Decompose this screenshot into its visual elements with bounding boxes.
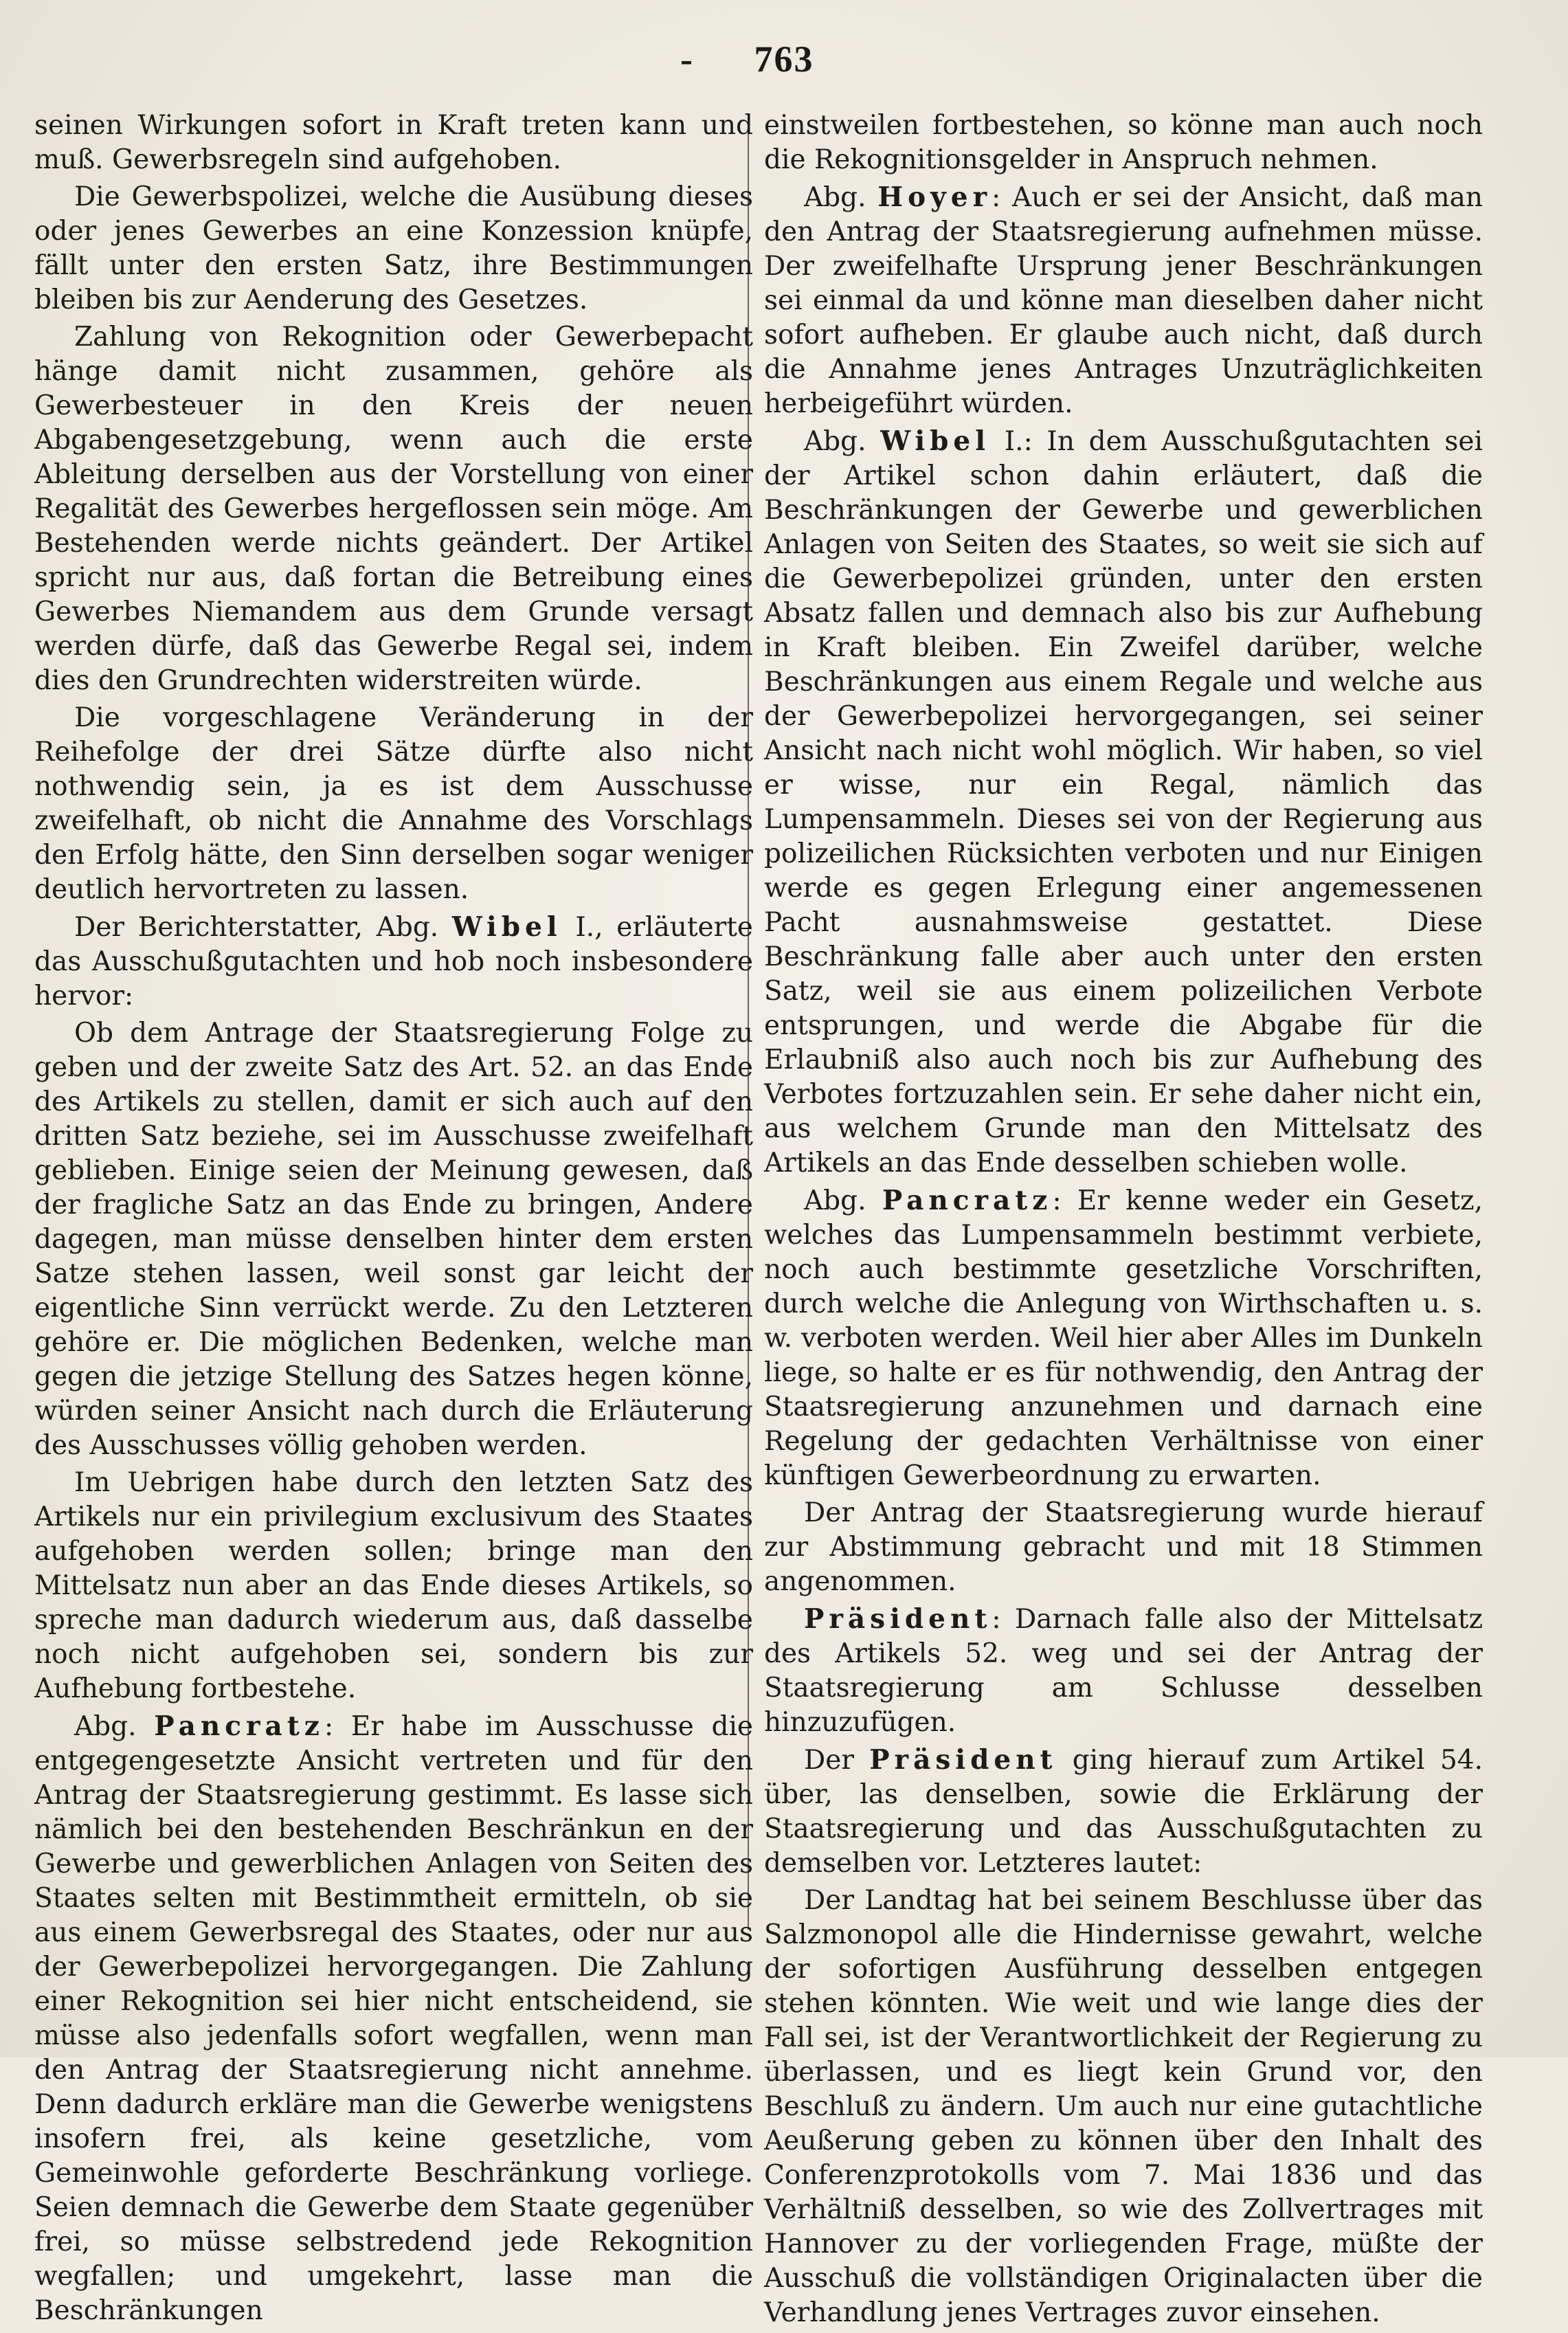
paragraph xyxy=(34,1709,753,2328)
paragraph: Der Landtag hat bei seinem Beschlusse über das Salzmonopol alle die Hindernisse gewahrt, welche der sofortigen Ausführung desselben entgegen stehen könnten. Wie weit und wie lange dies der Fall sei, ist der Verantwortlichkeit der Regierung zu überlassen, und es liegt kein Grund vor, den Beschluß zu ändern. Um auch nur eine gutachtliche Aeußerung geben zu können über den Inhalt des Conferenzprotokolls vom 7. Mai 1836 und das Verhältniß desselben, so wie des Zollvertrages mit Hannover zu der vorliegenden Frage, müßte der Ausschuß die vollständigen Originalacten über die Verhandlung jenes Vertrages zuvor einsehen. xyxy=(764,1885,1483,2328)
speaker-name: Hoyer xyxy=(877,181,992,213)
paragraph xyxy=(764,1602,1483,1740)
text: : Darnach falle also der Mittelsatz des Artikels 52. weg und sei der Antrag der Staatsregierung am Schlusse desselben hinzuzufügen. xyxy=(764,1604,1483,1738)
speaker-name: Präsident xyxy=(869,1744,1057,1776)
text: Abg. xyxy=(804,1185,866,1216)
text: : Er kenne weder ein Gesetz, welches das Lumpensammeln bestimmt verbiete, noch auch bestimmte gesetzliche Vorschriften, durch welche die Anlegung von Wirthschaften u. s. w. verboten werden. Weil hier aber Alles im Dunkeln liege, so halte er es für nothwendig, den Antrag der Staatsregierung anzunehmen und darnach eine Regelung der gedachten Verhältnisse von einer künftigen Gewerbeordnung zu erwarten. xyxy=(764,1185,1483,1491)
speaker-name: Pancratz xyxy=(882,1185,1053,1216)
paragraph xyxy=(764,424,1483,1181)
text: : Er habe im Ausschusse die entgegengesetzte Ansicht vertreten und für den Antrag der Staatsregierung gestimmt. Es lasse sich nämlich bei den bestehenden Beschränkun en der Gewerbe und gewerblichen Anlagen von Seiten des Staates selten mit Bestimmtheit ermitteln, ob sie aus einem Gewerbsregal des Staates, oder nur aus der Gewerbepolizei hervorgegangen. Die Zahlung einer Rekognition sei hier nicht entscheidend, sie müsse also jedenfalls sofort wegfallen, wenn man den Antrag der Staatsregierung nicht annehme. Denn dadurch erkläre man die Gewerbe wenigstens insofern frei, als keine gesetzliche, vom Gemeinwohle geforderte Beschränkung vorliege. Seien demnach die Gewerbe dem Staate gegenüber frei, so müsse selbstredend jede Rekognition wegfallen; und umgekehrt, lasse man die Beschränkungen xyxy=(34,1711,753,2326)
paragraph: einstweilen fortbestehen, so könne man auch noch die Rekognitionsgelder in Anspruch nehmen. xyxy=(764,110,1483,175)
paragraph xyxy=(764,1183,1483,1493)
text: Abg. xyxy=(804,426,866,457)
speaker-name: Pancratz xyxy=(154,1710,324,1742)
paragraph: Ob dem Antrage der Staatsregierung Folge zu geben und der zweite Satz des Art. 52. an das Ende des Artikels zu stellen, damit er sich auch auf den dritten Satz beziehe, sei im Ausschusse zweifelhaft geblieben. Einige seien der Meinung gewesen, daß der fragliche Satz an das Ende zu bringen, Andere dagegen, man müsse denselben hinter dem ersten Satze stehen lassen, weil sonst gar leicht der eigentliche Sinn verrückt werde. Zu den Letzteren gehöre er. Die möglichen Bedenken, welche man gegen die jetzige Stellung des Satzes hegen könne, würden seiner Ansicht nach durch die Erläuterung des Ausschusses völlig gehoben werden. xyxy=(34,1018,753,1461)
paragraph xyxy=(764,1743,1483,1881)
text: Der xyxy=(804,1745,854,1776)
paragraph: Zahlung von Rekognition oder Gewerbepacht hänge damit nicht zusammen, gehöre als Gewerbesteuer in den Kreis der neuen Abgabengesetzgebung, wenn auch die erste Ableitung derselben aus der Vorstellung von einer Regalität des Gewerbes hergeflossen sein möge. Am Bestehenden werde nichts geändert. Der Artikel spricht nur aus, daß fortan die Betreibung eines Gewerbes Niemandem aus dem Grunde versagt werden dürfe, daß das Gewerbe Regal sei, indem dies den Grundrechten widerstreiten würde. xyxy=(34,322,753,696)
paragraph xyxy=(34,910,753,1014)
paragraph: Im Uebrigen habe durch den letzten Satz des Artikels nur ein privilegium exclusivum des Staates aufgehoben werden sollen; bringe man den Mittelsatz nun aber an das Ende dieses Artikels, so spreche man dadurch wiederum aus, daß dasselbe noch nicht aufgehoben sei, sondern bis zur Aufhebung fortbestehe. xyxy=(34,1467,753,1704)
page-number xyxy=(0,38,1568,80)
page-number-dash: - xyxy=(680,38,694,80)
paragraph xyxy=(764,180,1483,421)
speaker-name: Präsident xyxy=(804,1603,992,1635)
text: Der Berichterstatter, Abg. xyxy=(74,912,439,943)
text: I., erläuterte das Ausschußgutachten und hob noch insbesondere hervor: xyxy=(34,912,753,1012)
speaker-name: Wibel xyxy=(880,425,991,457)
right-column xyxy=(764,109,1483,2333)
text: I.: In dem Ausschußgutachten sei der Artikel schon dahin erläutert, daß die Beschränkungen der Gewerbe und gewerblichen Anlagen von Seiten des Staates, so weit sie sich auf die Gewerbepolizei gründen, unter den ersten Absatz fallen und demnach also bis zur Aufhebung in Kraft bleiben. Ein Zweifel darüber, welche Beschränkungen aus einem Regale und welche aus der Gewerbepolizei hervorgegangen, sei seiner Ansicht nach nicht wohl möglich. Wir haben, so viel er wisse, nur ein Regal, nämlich das Lumpensammeln. Dieses sei von der Regierung aus polizeilichen Rücksichten verboten und nur Einigen werde es gegen Erlegung einer angemessenen Pacht ausnahmsweise gestattet. Diese Beschränkung falle aber auch unter den ersten Satz, weil sie aus einem polizeilichen Verbote entsprungen, und werde die Abgabe für die Erlaubniß also auch noch bis zur Aufhebung des Verbotes fortzuzahlen sein. Er sehe daher nicht ein, aus welchem Grunde man den Mittelsatz des Artikels an das Ende desselben schieben wolle. xyxy=(764,426,1483,1179)
paragraph: seinen Wirkungen sofort in Kraft treten kann und muß. Gewerbsregeln sind aufgehoben. xyxy=(34,110,753,175)
text: ging hierauf zum Artikel 54. über, las denselben, sowie die Erklärung der Staatsregierung und das Ausschußgutachten zu demselben vor. Letzteres lautet: xyxy=(764,1745,1483,1879)
paragraph: Die vorgeschlagene Veränderung in der Reihefolge der drei Sätze dürfte also nicht nothwendig sein, ja es ist dem Ausschusse zweifelhaft, ob nicht die Annahme des Vorschlags den Erfolg hätte, den Sinn derselben sogar weniger deutlich hervortreten zu lassen. xyxy=(34,702,753,905)
text: : Auch er sei der Ansicht, daß man den Antrag der Staatsregierung aufnehmen müsse. Der zweifelhafte Ursprung jener Beschränkungen sei einmal da und könne man dieselben daher nicht sofort aufheben. Er glaube auch nicht, daß durch die Annahme jenes Antrages Unzuträglichkeiten herbeigeführt würden. xyxy=(764,182,1483,419)
paragraph: Die Gewerbspolizei, welche die Ausübung dieses oder jenes Gewerbes an eine Konzession knüpfe, fällt unter den ersten Satz, ihre Bestimmungen bleiben bis zur Aenderung des Gesetzes. xyxy=(34,181,753,315)
page-number-text: 763 xyxy=(754,38,814,80)
text: Abg. xyxy=(74,1711,137,1742)
left-column xyxy=(34,109,753,2331)
speaker-name: Wibel xyxy=(451,911,562,943)
text: Abg. xyxy=(804,182,866,213)
paragraph: Der Antrag der Staatsregierung wurde hierauf zur Abstimmung gebracht und mit 18 Stimmen angenommen. xyxy=(764,1497,1483,1597)
